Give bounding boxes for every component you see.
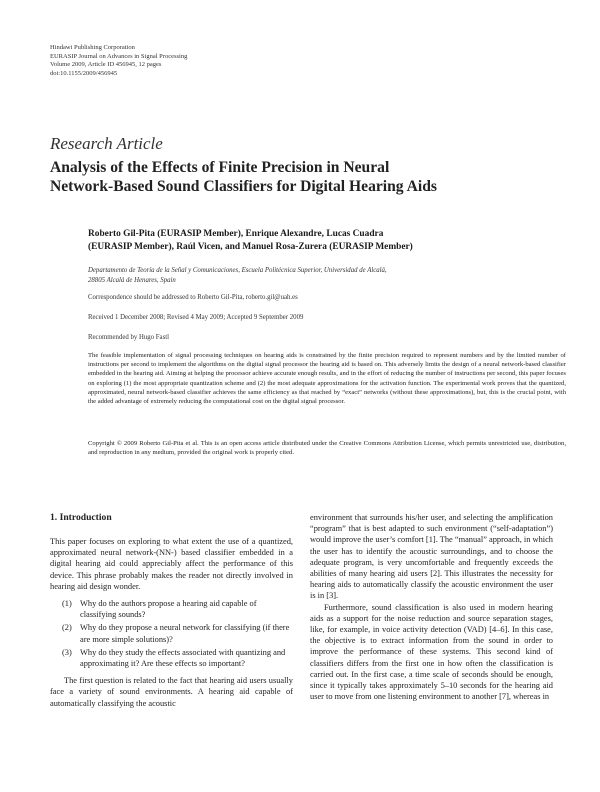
list-number: (2) [62, 623, 72, 633]
copyright-notice: Copyright © 2009 Roberto Gil-Pita et al. This is an open access article distributed under the Creative Commons Attribution License, which permits unrestricted use, distribution, and reproduction in any medium, provided the original work is properly cited. [88, 440, 566, 457]
list-item [50, 647, 293, 669]
paper-title [50, 158, 570, 196]
section-heading: 1. Introduction [50, 512, 112, 523]
left-column [50, 512, 293, 709]
author-line: (EURASIP Member), Raúl Vicen, and Manuel Rosa-Zurera (EURASIP Member) [88, 242, 413, 252]
list-text: Why do the authors propose a hearing aid capable of classifying sounds? [80, 599, 257, 620]
author-line: Roberto Gil-Pita (EURASIP Member), Enrique Alexandre, Lucas Cuadra [88, 229, 384, 239]
intro-paragraph: This paper focuses on exploring to what extent the use of a quantized, approximated neural network-(NN-) based classifier embedded in a digital hearing aid could appreciably affect the performance of this device. This phrase probably makes the reader not directly involved in hearing aid design wonder. [50, 537, 293, 591]
abstract: The feasible implementation of signal processing techniques on hearing aids is constrained by the finite precision required to represent numbers and by the limited number of instructions per second to implement the algorithms on the digital signal processor the hearing aid is based on. This adversely limits the design of a neural network-based classifier embedded in the hearing aid. Aiming at helping the processor achieve accurate enough results, and in the effort of reducing the number of instructions per second, this paper focuses on exploring (1) the most appropriate quantization scheme and (2) the most adequate approximations for the activation function. The experimental work proves that the quantized, approximated, neural network-based classifier achieves the same efficiency as that reached by “exact” networks (without these approximations), but, this is the crucial point, with the added advantage of extremely reducing the computational cost on the digital signal processor. [88, 352, 566, 406]
history-dates: Received 1 December 2008; Revised 4 May 2009; Accepted 9 September 2009 [88, 314, 304, 321]
affiliation [88, 266, 568, 285]
publisher-line: Hindawi Publishing Corporation [50, 44, 135, 51]
doi-line: doi:10.1155/2009/456945 [50, 69, 118, 77]
correspondence: Correspondence should be addressed to Roberto Gil-Pita, roberto.gil@uah.es [88, 294, 298, 301]
body-paragraph: The first question is related to the fact that hearing aid users usually face a variety of sound environments. A hearing aid capable of automatically classifying the acoustic [50, 676, 293, 708]
list-number: (1) [62, 599, 72, 609]
body-paragraph: environment that surrounds his/her user, and selecting the amplification “program” that is best adapted to such environment (“self-adaptation”) would improve the user’s comfort [1]. The “manual” approach, in which the user has to identify the acoustic surroundings, and to choose the adequate program, is very uncomfortable and frequently exceeds the abilities of many hearing aid users [2]. This illustrates the necessity for hearing aids to automatically classify the acoustic environment the user is in [3]. [310, 513, 553, 601]
affiliation-line: Departamento de Teoría de la Señal y Comunicaciones, Escuela Politécnica Superior, Universidad de Alcalá, [88, 267, 387, 274]
author-list [88, 228, 568, 254]
title-line: Analysis of the Effects of Finite Precision in Neural [50, 159, 390, 176]
affiliation-line: 28805 Alcalá de Henares, Spain [88, 276, 176, 284]
journal-header [50, 44, 187, 78]
volume-line: Volume 2009, Article ID 456945, 12 pages [50, 61, 162, 68]
title-line: Network-Based Sound Classifiers for Digital Hearing Aids [50, 178, 437, 195]
body-paragraph: Furthermore, sound classification is also used in modern hearing aids as a support for the noise reduction and source separation stages, like, for example, in voice activity detection (VAD) [4–6]. In this case, the objective is to extract information from the sound in order to improve the performance of these systems. This second kind of classifiers differs from the first one in how often the classification is carried out. In the first case, a time scale of seconds should be enough, since it typically takes approximately 5–10 seconds for the hearing aid user to move from one listening environment to another [7], whereas in [310, 602, 553, 702]
article-type: Research Article [50, 134, 163, 153]
list-item [50, 622, 293, 644]
list-number: (3) [62, 647, 72, 657]
list-text: Why do they study the effects associated with quantizing and approximating it? Are these effects so important? [80, 647, 286, 669]
list-item [50, 598, 293, 620]
journal-line: EURASIP Journal on Advances in Signal Processing [50, 52, 188, 60]
recommended-by: Recommended by Hugo Fastl [88, 334, 169, 341]
right-column [310, 512, 553, 702]
list-text: Why do they propose a neural network for classifying (if there are more simple solutions)? [80, 623, 290, 644]
question-list [50, 598, 293, 669]
